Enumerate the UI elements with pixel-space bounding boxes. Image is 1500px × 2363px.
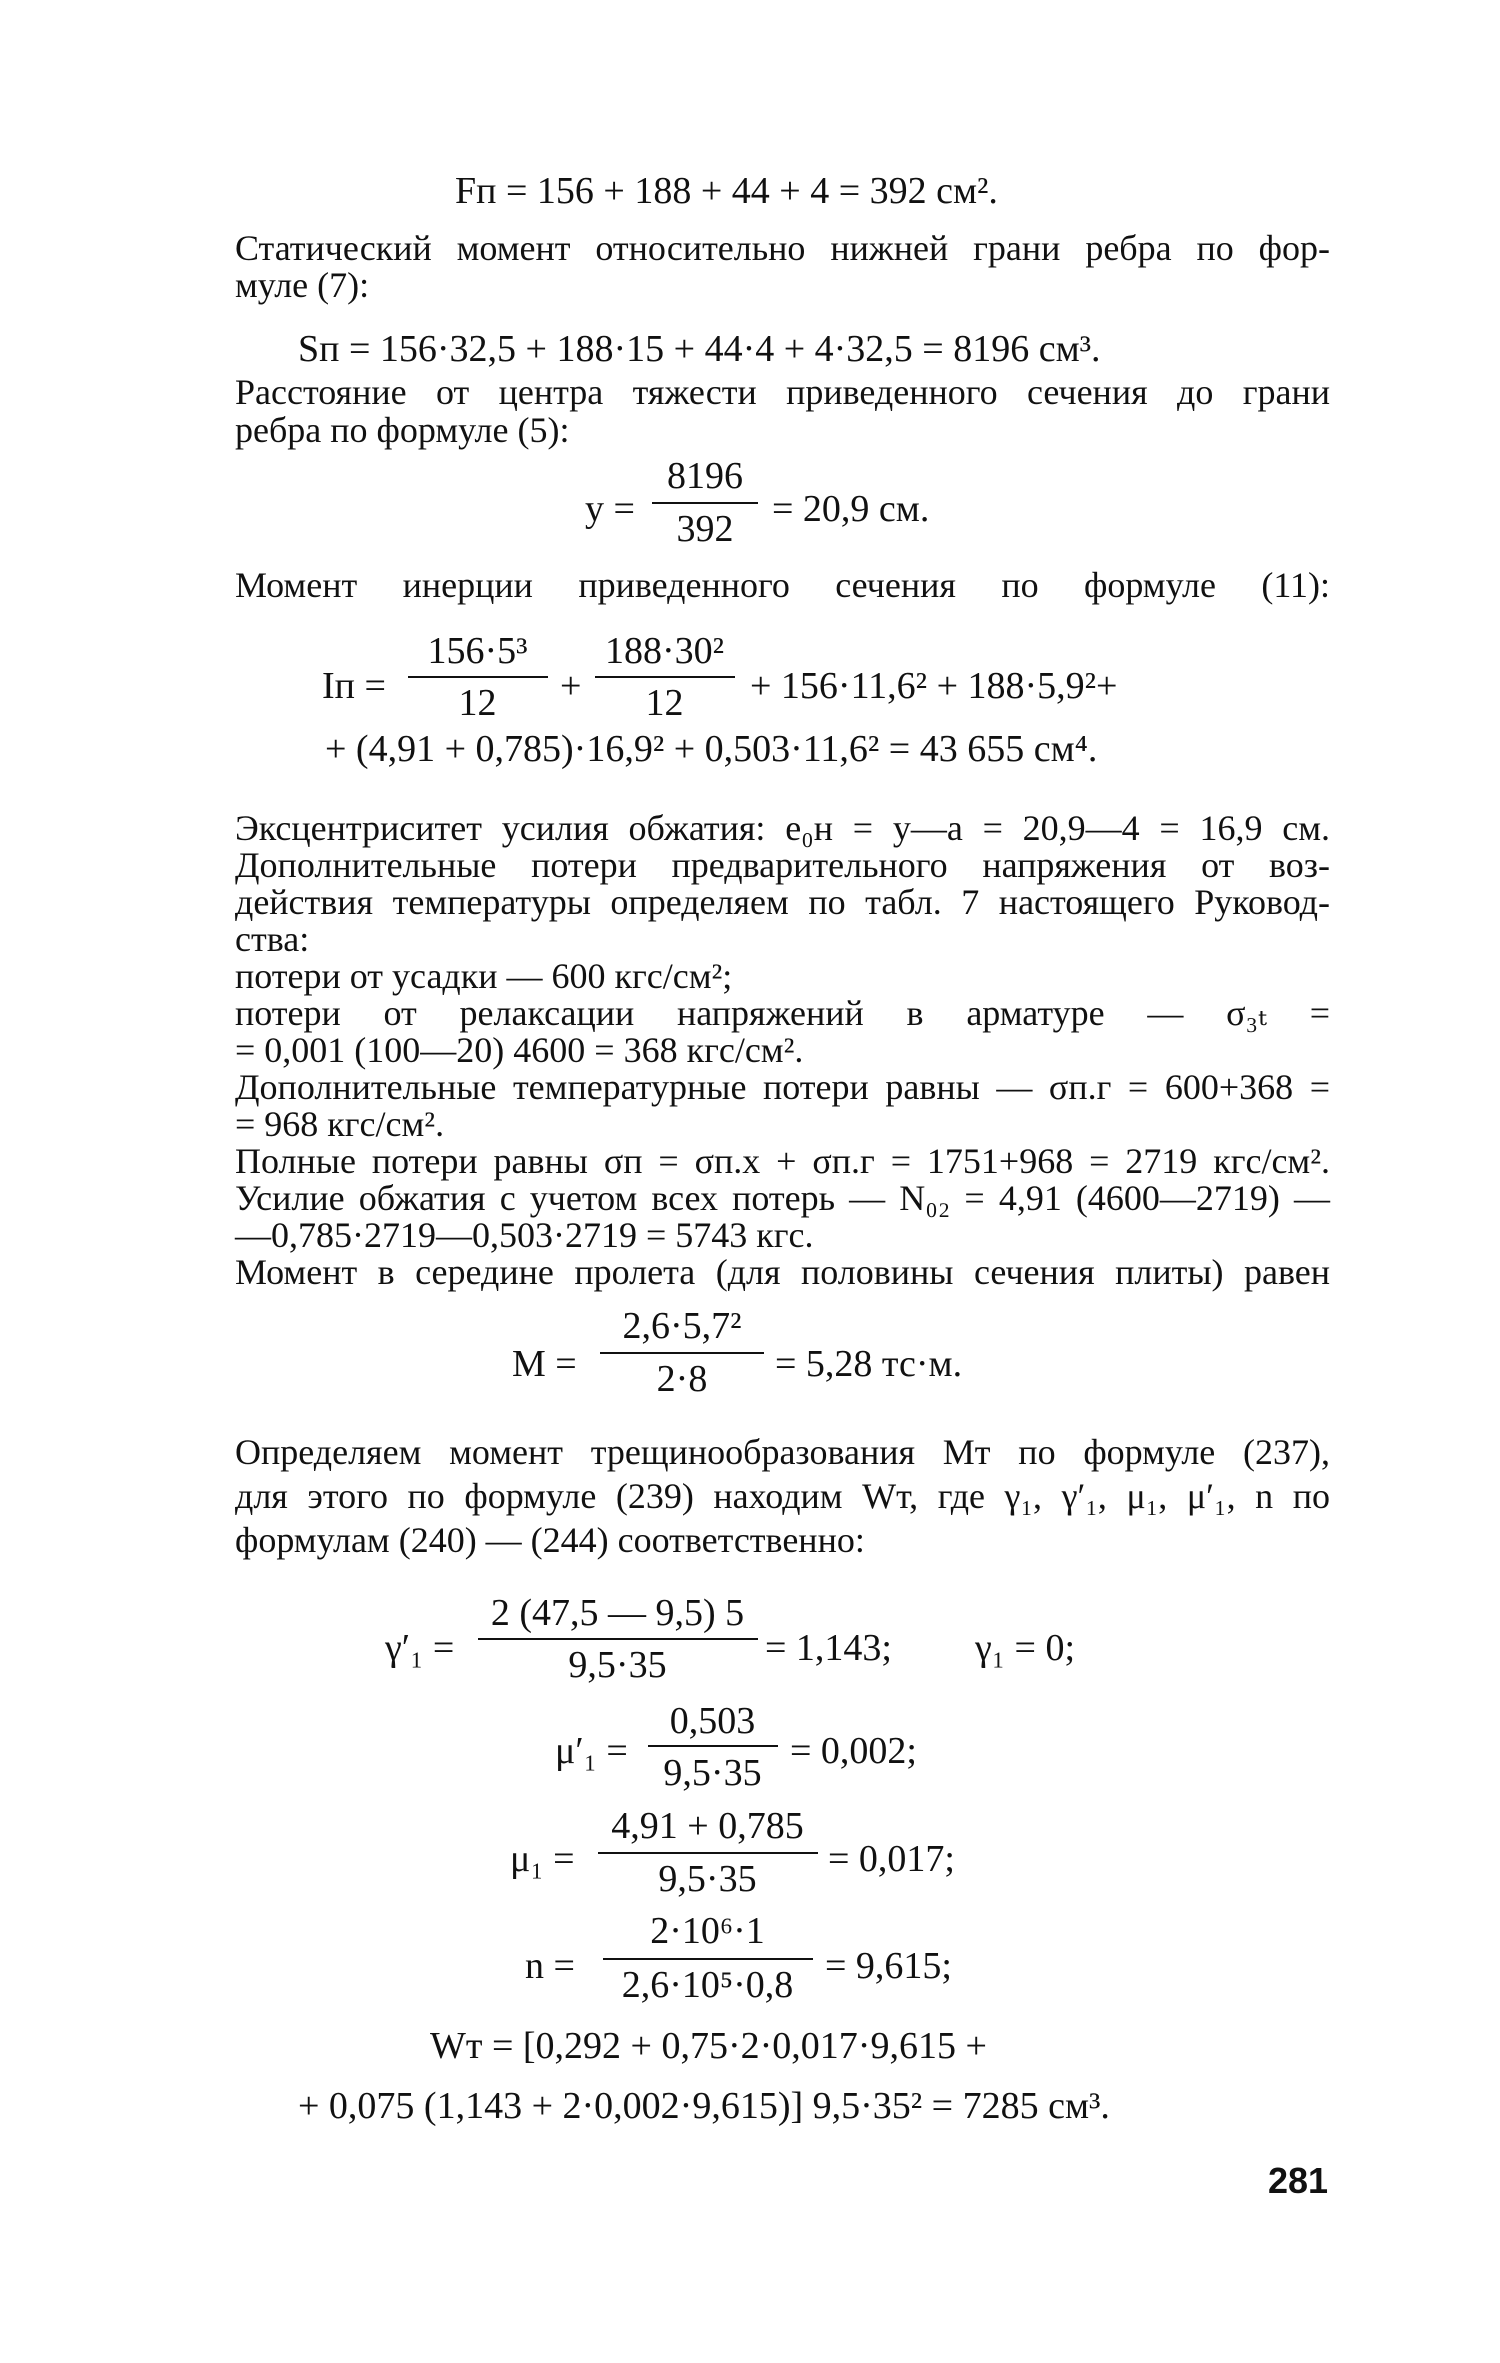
n-lhs: n = bbox=[525, 1945, 575, 1987]
mu1p-rhs: = 0,002; bbox=[790, 1730, 917, 1772]
page-number: 281 bbox=[1268, 2160, 1329, 2201]
gamma1p-rhs: = 1,143; bbox=[765, 1627, 892, 1669]
ip-lhs: Iп = bbox=[322, 665, 386, 707]
wt-line1: Wт = [0,292 + 0,75·2·0,017·9,615 + bbox=[430, 2025, 987, 2067]
n-denominator: 2,6·10⁵·0,8 bbox=[621, 1964, 794, 2006]
ip-frac2-denominator: 12 bbox=[645, 682, 684, 724]
text-distance-2: ребра по формуле (5): bbox=[235, 410, 570, 450]
ip-line2: + (4,91 + 0,785)·16,9² + 0,503·11,6² = 43 655 см⁴. bbox=[325, 728, 1098, 770]
mu1-fraction-bar bbox=[598, 1852, 818, 1854]
text-prestress-force-2: —0,785·2719—0,503·2719 = 5743 кгс. bbox=[235, 1215, 814, 1255]
gamma1-value: γ₁ = 0; bbox=[975, 1627, 1076, 1669]
mu1p-lhs: μ′₁ = bbox=[555, 1730, 628, 1772]
y-rhs: = 20,9 см. bbox=[772, 488, 930, 530]
mu1-lhs: μ₁ = bbox=[510, 1838, 575, 1880]
text-total-loss: Полные потери равны σп = σп.х + σп.г = 1751+968 = 2719 кгс/см². bbox=[235, 1141, 1330, 1181]
ip-plus: + bbox=[560, 665, 582, 707]
n-fraction-bar bbox=[603, 1958, 813, 1960]
text-temperature-loss-1: Дополнительные температурные потери равны — σп.г = 600+368 = bbox=[235, 1067, 1330, 1107]
text-prestress-force-1: Усилие обжатия с учетом всех потерь — N₀₂ = 4,91 (4600—2719) — bbox=[235, 1178, 1330, 1218]
mu1p-denominator: 9,5·35 bbox=[663, 1752, 762, 1794]
mu1p-numerator: 0,503 bbox=[669, 1700, 756, 1742]
mu1p-fraction-bar bbox=[648, 1745, 778, 1747]
text-static-moment-2: муле (7): bbox=[235, 265, 370, 305]
gamma1p-denominator: 9,5·35 bbox=[568, 1644, 667, 1686]
ip-tail: + 156·11,6² + 188·5,9²+ bbox=[750, 665, 1118, 707]
text-relaxation-loss-2: = 0,001 (100—20) 4600 = 368 кгс/см². bbox=[235, 1030, 804, 1070]
gamma1p-numerator: 2 (47,5 — 9,5) 5 bbox=[490, 1592, 745, 1634]
n-numerator: 2·10⁶·1 bbox=[650, 1910, 765, 1952]
text-distance-1: Расстояние от центра тяжести приведенного сечения до грани bbox=[235, 372, 1330, 412]
text-relaxation-loss-1: потери от релаксации напряжений в арматуре — σ₃ₜ = bbox=[235, 993, 1330, 1033]
text-midspan-moment: Момент в середине пролета (для половины сечения плиты) равен bbox=[235, 1252, 1330, 1292]
gamma1p-fraction-bar bbox=[478, 1638, 758, 1640]
y-lhs: y = bbox=[585, 488, 635, 530]
mu1-denominator: 9,5·35 bbox=[658, 1858, 757, 1900]
ip-frac2-bar bbox=[595, 676, 735, 678]
text-crack-moment-3: формулам (240) — (244) соответственно: bbox=[235, 1520, 865, 1560]
y-denominator: 392 bbox=[676, 508, 734, 550]
text-shrinkage-loss: потери от усадки — 600 кгс/см²; bbox=[235, 956, 733, 996]
text-temperature-loss-2: = 968 кгс/см². bbox=[235, 1104, 445, 1144]
text-inertia: Момент инерции приведенного сечения по формуле (11): bbox=[235, 565, 1330, 605]
ip-frac1-bar bbox=[408, 676, 548, 678]
equation-sp: Sп = 156·32,5 + 188·15 + 44·4 + 4·32,5 = 8196 см³. bbox=[298, 328, 1101, 370]
y-fraction-bar bbox=[652, 502, 758, 504]
mu1-rhs: = 0,017; bbox=[828, 1838, 955, 1880]
m-denominator: 2·8 bbox=[656, 1358, 708, 1400]
m-fraction-bar bbox=[600, 1352, 764, 1354]
text-losses-3: ства: bbox=[235, 919, 310, 959]
text-losses-2: действия температуры определяем по табл. 7 настоящего Руковод- bbox=[235, 882, 1330, 922]
gamma1p-lhs: γ′₁ = bbox=[385, 1627, 455, 1669]
m-lhs: M = bbox=[512, 1343, 577, 1385]
mu1-numerator: 4,91 + 0,785 bbox=[611, 1805, 804, 1847]
m-numerator: 2,6·5,7² bbox=[622, 1305, 742, 1347]
text-crack-moment-1: Определяем момент трещинообразования Mт по формуле (237), bbox=[235, 1432, 1330, 1472]
ip-frac2-numerator: 188·30² bbox=[604, 630, 725, 672]
y-numerator: 8196 bbox=[667, 455, 743, 497]
equation-fp: Fп = 156 + 188 + 44 + 4 = 392 см². bbox=[455, 170, 998, 212]
n-rhs: = 9,615; bbox=[825, 1945, 952, 1987]
text-crack-moment-2: для этого по формуле (239) находим Wт, где γ₁, γ′₁, μ₁, μ′₁, n по bbox=[235, 1476, 1330, 1516]
text-eccentricity: Эксцентриситет усилия обжатия: e₀н = y—a = 20,9—4 = 16,9 см. bbox=[235, 808, 1330, 848]
ip-frac1-denominator: 12 bbox=[458, 682, 497, 724]
text-static-moment-1: Статический момент относительно нижней грани ребра по фор- bbox=[235, 228, 1330, 268]
ip-frac1-numerator: 156·5³ bbox=[427, 630, 528, 672]
wt-line2: + 0,075 (1,143 + 2·0,002·9,615)] 9,5·35² = 7285 см³. bbox=[298, 2085, 1110, 2127]
text-losses-1: Дополнительные потери предварительного напряжения от воз- bbox=[235, 845, 1330, 885]
m-rhs: = 5,28 тс·м. bbox=[775, 1343, 963, 1385]
